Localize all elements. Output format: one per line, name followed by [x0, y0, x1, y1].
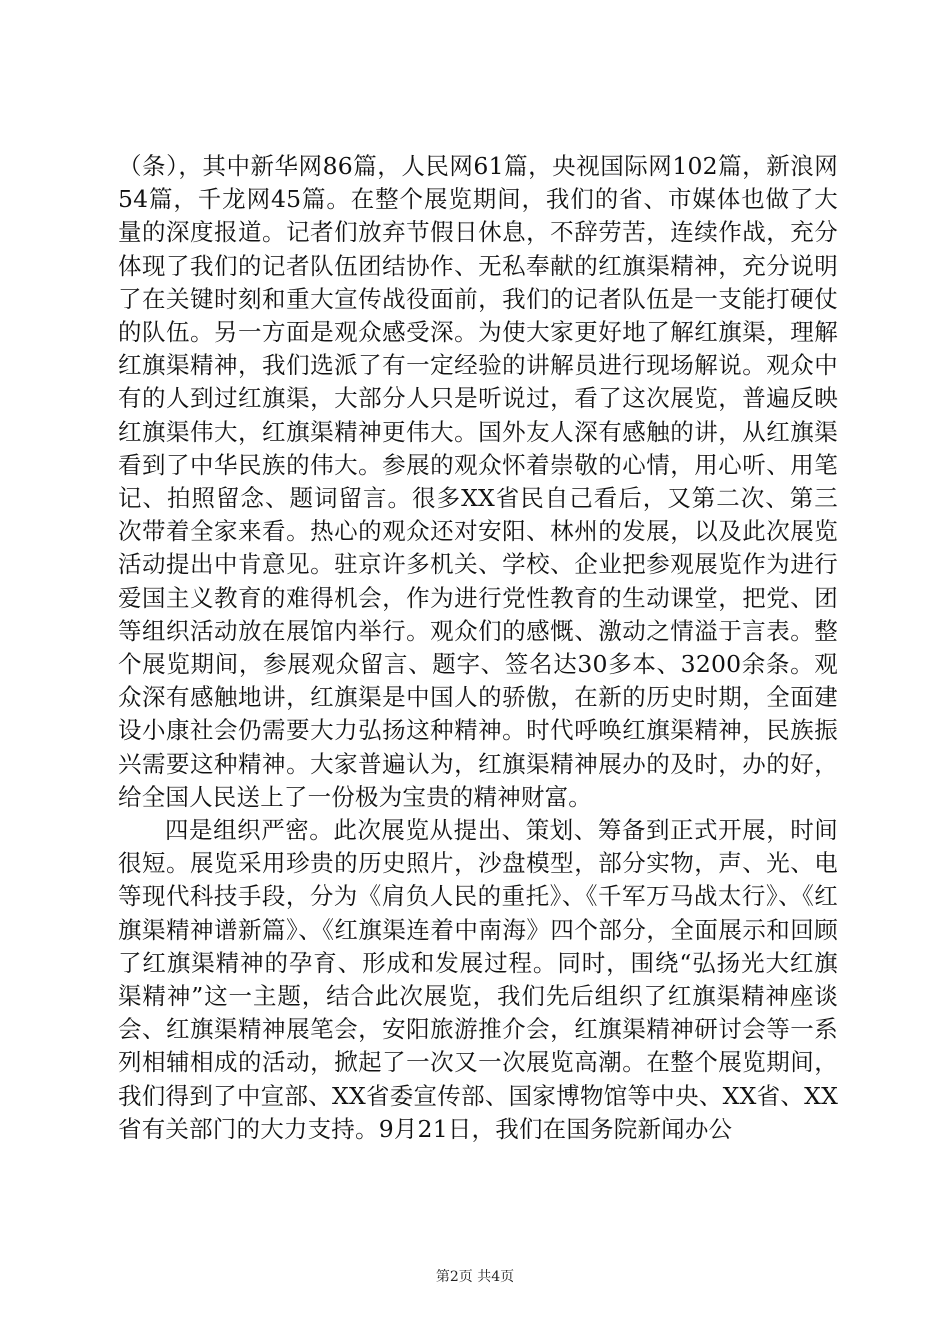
page-footer: 第2页 共4页	[435, 1269, 515, 1285]
paragraph-2: 四是组织严密。此次展览从提出、策划、筹备到正式开展，时间很短。展览采用珍贵的历史照片，沙盘模型，部分实物，声、光、电等现代科技手段，分为《肩负人民的重托》、《千军万马战太行》、《红旗渠精神谱新篇》、《红旗渠连着中南海》四个部分，全面展示和回顾了红旗渠精神的孕育、形成和发展过程。同时，围绕“弘扬光大红旗渠精神”这一主题，结合此次展览，我们先后组织了红旗渠精神座谈会、红旗渠精神展笔会，安阳旅游推介会，红旗渠精神研讨会等一系列相辅相成的活动，掀起了一次又一次展览高潮。在整个展览期间，我们得到了中宣部、XX省委宣传部、国家博物馆等中央、XX省、XX省有关部门的大力支持。9月21日，我们在国务院新闻办公	[118, 816, 838, 1143]
document-body	[118, 150, 838, 1146]
paragraph-1: （条），其中新华网86篇，人民网61篇，央视国际网102篇，新浪网54篇，千龙网45篇。在整个展览期间，我们的省、市媒体也做了大量的深度报道。记者们放弃节假日休息，不辞劳苦，连续作战，充分体现了我们的记者队伍团结协作、无私奉献的红旗渠精神，充分说明了在关键时刻和重大宣传战役面前，我们的记者队伍是一支能打硬仗的队伍。另一方面是观众感受深。为使大家更好地了解红旗渠，理解红旗渠精神，我们选派了有一定经验的讲解员进行现场解说。观众中有的人到过红旗渠，大部分人只是听说过，看了这次展览，普遍反映红旗渠伟大，红旗渠精神更伟大。国外友人深有感触的讲，从红旗渠看到了中华民族的伟大。参展的观众怀着崇敬的心情，用心听、用笔记、拍照留念、题词留言。很多XX省民自己看后，又第二次、第三次带着全家来看。热心的观众还对安阳、林州的发展，以及此次展览活动提出中肯意见。驻京许多机关、学校、企业把参观展览作为进行爱国主义教育的难得机会，作为进行党性教育的生动课堂，把党、团等组织活动放在展馆内举行。观众们的感慨、激动之情溢于言表。整个展览期间，参展观众留言、题字、签名达30多本、3200余条。观众深有感触地讲，红旗渠是中国人的骄傲，在新的历史时期，全面建设小康社会仍需要大力弘扬这种精神。时代呼唤红旗渠精神，民族振兴需要这种精神。大家普遍认为，红旗渠精神展办的及时，办的好，给全国人民送上了一份极为宝贵的精神财富。	[118, 152, 838, 811]
